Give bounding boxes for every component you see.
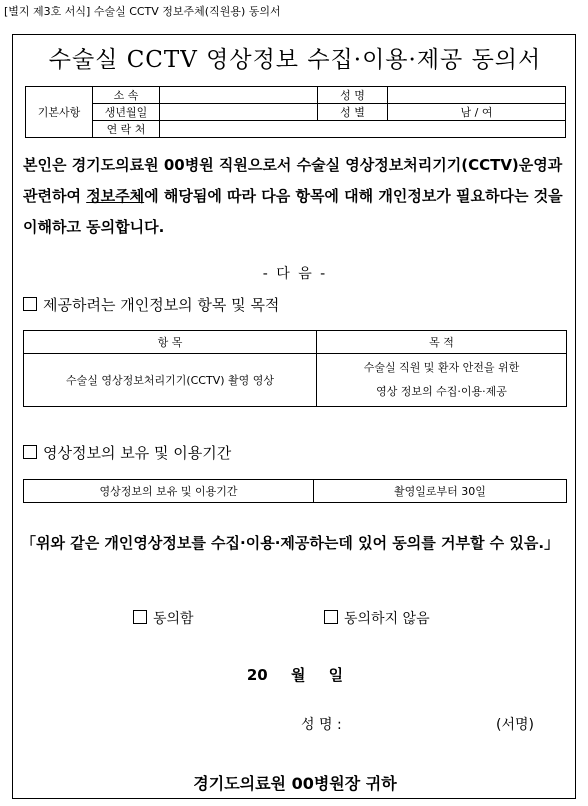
purpose-line-2: 영상 정보의 수집·이용·제공 [376,385,507,398]
name-label: 성 명 [318,87,388,104]
checkbox-icon [23,297,37,311]
following-heading: - 다 음 - [262,266,328,282]
col-purpose-header: 목 적 [317,331,567,354]
signature-mark: (서명) [496,717,534,733]
name-field[interactable] [388,87,566,104]
form-title: 수술실 CCTV 영상정보 수집·이용·제공 동의서 [48,47,542,73]
intro-text-end: 에 해당됨에 따라 다음 항목에 대해 개인정보가 필요하다는 것을 이해하고 동의합니다. [23,187,563,236]
purpose-line-1: 수술실 직원 및 환자 안전을 위한 [363,361,520,374]
basic-info-table [25,86,566,138]
consent-form [12,34,576,799]
agree-checkbox[interactable] [133,610,147,624]
section-retention-heading [23,442,231,463]
gender-field[interactable]: 남 / 여 [388,104,566,121]
intro-paragraph [23,150,568,243]
col-item-header: 항 목 [24,331,317,354]
disagree-checkbox[interactable] [324,610,338,624]
signature-name-label: 성 명 : [301,717,342,733]
purpose-value [317,354,567,407]
agree-label: 동의함 [153,611,194,627]
retention-value: 촬영일로부터 30일 [314,480,567,503]
disagree-option[interactable] [324,608,430,628]
section-retention-title: 영상정보의 보유 및 이용기간 [43,444,232,462]
disagree-label: 동의하지 않음 [344,611,430,627]
agree-option[interactable] [133,608,194,628]
items-purpose-table [23,330,567,407]
date-line: 20 월 일 [246,666,344,684]
refusal-notice: 「위와 같은 개인영상정보를 수집·이용·제공하는데 있어 동의를 거부할 수 있음.」 [21,534,560,552]
checkbox-icon [23,445,37,459]
birth-date-field[interactable] [160,104,318,121]
affiliation-field[interactable] [160,87,318,104]
contact-label: 연 락 처 [93,121,160,138]
item-value: 수술실 영상정보처리기기(CCTV) 촬영 영상 [24,354,317,407]
addressee: 경기도의료원 00병원장 귀하 [193,774,397,793]
intro-underlined-term: 정보주체 [86,187,145,205]
intro-text-start: 본인은 경기도의료원 00병원 직원으로서 수술실 영상정보처리기기(CCTV)운영과 관련하여 [23,156,563,205]
contact-field[interactable] [160,121,566,138]
basic-info-section-label: 기본사항 [26,87,93,138]
section-items-purpose-heading [23,294,279,315]
gender-label: 성 별 [318,104,388,121]
retention-label: 영상정보의 보유 및 이용기간 [24,480,314,503]
birth-date-label: 생년월일 [93,104,160,121]
retention-table [23,479,567,503]
form-header-note: [별지 제3호 서식] 수술실 CCTV 정보주체(직원용) 동의서 [4,5,281,18]
section-items-purpose-title: 제공하려는 개인정보의 항목 및 목적 [43,296,280,314]
affiliation-label: 소 속 [93,87,160,104]
